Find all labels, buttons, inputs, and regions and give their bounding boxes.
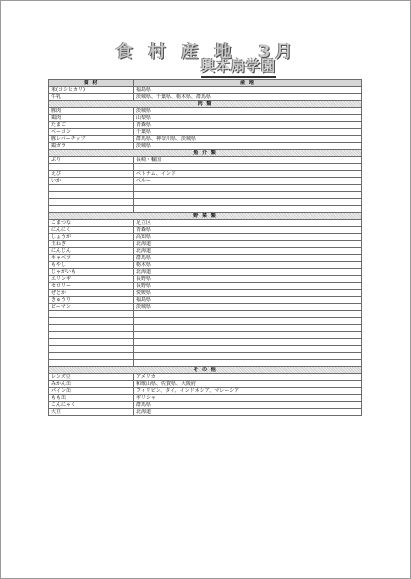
- origin-cell: 群馬県、神奈川県、茨城県: [134, 136, 362, 143]
- empty-row: [49, 332, 362, 339]
- origin-cell: 高知県: [134, 234, 362, 241]
- origin-cell: [134, 353, 362, 360]
- origin-cell: 北海道: [134, 248, 362, 255]
- ingredient-cell: 豚レバーチップ: [49, 136, 134, 143]
- origin-cell: 長野県: [134, 276, 362, 283]
- origin-cell: [134, 325, 362, 332]
- section-header-row: [49, 213, 362, 220]
- origin-cell: アメリカ: [134, 374, 362, 381]
- table-row: [49, 108, 362, 115]
- section-title: 魚 介 類: [49, 150, 362, 157]
- ingredient-cell: パイン缶: [49, 388, 134, 395]
- ingredient-cell: こまつな: [49, 220, 134, 227]
- origin-cell: 千葉県: [134, 129, 362, 136]
- table-row: [49, 115, 362, 122]
- origin-cell: [134, 311, 362, 318]
- origin-cell: 長崎・輸国: [134, 157, 362, 164]
- ingredient-cell: セロリー: [49, 283, 134, 290]
- ingredient-cell: ピーマン: [49, 304, 134, 311]
- ingredient-cell: しょうが: [49, 234, 134, 241]
- table-row: [49, 122, 362, 129]
- empty-row: [49, 339, 362, 346]
- table-row: [49, 164, 362, 171]
- origin-cell: 群馬県: [134, 402, 362, 409]
- ingredient-cell: [49, 346, 134, 353]
- table-row: [49, 94, 362, 101]
- table-row: [49, 227, 362, 234]
- empty-row: [49, 346, 362, 353]
- origin-cell: 茨城県: [134, 108, 362, 115]
- ingredient-cell: エリンギ: [49, 276, 134, 283]
- ingredient-cell: キャベツ: [49, 255, 134, 262]
- ingredient-cell: にんじん: [49, 248, 134, 255]
- table-row: [49, 290, 362, 297]
- origin-cell: 北海道: [134, 409, 362, 416]
- origin-header: 産 地: [134, 80, 362, 87]
- origin-cell: [134, 339, 362, 346]
- ingredient-cell: ベーコン: [49, 129, 134, 136]
- origin-cell: 青森県: [134, 227, 362, 234]
- table-body: [49, 80, 362, 416]
- origin-cell: 長野県: [134, 283, 362, 290]
- origin-cell: 茨城県: [134, 143, 362, 150]
- empty-row: [49, 206, 362, 213]
- ingredient-cell: [49, 185, 134, 192]
- ingredient-cell: [49, 325, 134, 332]
- ingredient-cell: 玉ねぎ: [49, 241, 134, 248]
- ingredient-cell: [49, 339, 134, 346]
- origin-cell: [134, 360, 362, 367]
- origin-cell: 栃木県: [134, 262, 362, 269]
- table-row: [49, 171, 362, 178]
- origin-cell: ギリシャ: [134, 395, 362, 402]
- table-row: [49, 129, 362, 136]
- ingredient-cell: じゃがいも: [49, 269, 134, 276]
- origin-cell: 茨城県、千葉県、栃木県、群馬県: [134, 94, 362, 101]
- table-row: [49, 143, 362, 150]
- ingredient-cell: レンズ豆: [49, 374, 134, 381]
- ingredient-cell: [49, 311, 134, 318]
- ingredient-cell: [49, 206, 134, 213]
- origin-cell: [134, 318, 362, 325]
- section-title: 肉 類: [49, 101, 362, 108]
- table-row: [49, 255, 362, 262]
- ingredient-cell: いか: [49, 178, 134, 185]
- ingredient-cell: [49, 318, 134, 325]
- page-title: 食 村 産 地 3月: [115, 42, 298, 62]
- empty-row: [49, 185, 362, 192]
- ingredient-cell: こんにゃく: [49, 402, 134, 409]
- section-title: 野 菜 類: [49, 213, 362, 220]
- ingredient-cell: [49, 360, 134, 367]
- ingredient-cell: もも缶: [49, 395, 134, 402]
- table-row: [49, 304, 362, 311]
- table-row: [49, 283, 362, 290]
- origin-cell: [134, 185, 362, 192]
- ingredient-cell: 豚肉: [49, 108, 134, 115]
- ingredient-cell: みかん缶: [49, 381, 134, 388]
- table-row: [49, 248, 362, 255]
- origin-cell: [134, 199, 362, 206]
- origin-cell: 和歌山県、佐賀県、大阪府: [134, 381, 362, 388]
- table-row: [49, 87, 362, 94]
- table-row: [49, 178, 362, 185]
- table-row: [49, 157, 362, 164]
- ingredient-cell: えび: [49, 171, 134, 178]
- ingredient-cell: [49, 353, 134, 360]
- section-header-row: [49, 150, 362, 157]
- ingredient-cell: [49, 332, 134, 339]
- empty-row: [49, 192, 362, 199]
- ingredient-cell: ぶり: [49, 157, 134, 164]
- origin-cell: 北海道: [134, 269, 362, 276]
- ingredient-cell: ぜとか: [49, 290, 134, 297]
- table-row: [49, 297, 362, 304]
- origin-cell: [134, 346, 362, 353]
- ingredient-cell: たまご: [49, 122, 134, 129]
- ingredient-cell: にんにく: [49, 227, 134, 234]
- empty-row: [49, 311, 362, 318]
- empty-row: [49, 199, 362, 206]
- empty-row: [49, 353, 362, 360]
- origin-cell: [134, 164, 362, 171]
- ingredient-cell: [49, 199, 134, 206]
- ingredient-cell: もやし: [49, 262, 134, 269]
- empty-row: [49, 318, 362, 325]
- ingredient-cell: 鶏肉: [49, 115, 134, 122]
- origin-cell: 北海道: [134, 241, 362, 248]
- table-row: [49, 374, 362, 381]
- ingredient-cell: きゅうり: [49, 297, 134, 304]
- origin-cell: 青森県: [134, 122, 362, 129]
- origin-cell: 足立区: [134, 220, 362, 227]
- table-header-row: [49, 80, 362, 87]
- table-row: [49, 241, 362, 248]
- table-row: [49, 381, 362, 388]
- origin-cell: 愛媛県: [134, 290, 362, 297]
- table-row: [49, 262, 362, 269]
- origin-cell: ベトナム、インド: [134, 171, 362, 178]
- origin-cell: 群馬県: [134, 255, 362, 262]
- ingredient-cell: [49, 192, 134, 199]
- ingredient-cell: 大豆: [49, 409, 134, 416]
- origin-cell: 福島県: [134, 87, 362, 94]
- table-row: [49, 409, 362, 416]
- ingredient-cell: 米(コシヒカリ): [49, 87, 134, 94]
- origin-cell: [134, 206, 362, 213]
- origin-cell: 茨城県: [134, 304, 362, 311]
- organization-name: 興本扇学園: [201, 59, 276, 78]
- table-row: [49, 388, 362, 395]
- table-row: [49, 402, 362, 409]
- section-header-row: [49, 367, 362, 374]
- origin-cell: ペルー: [134, 178, 362, 185]
- origin-cell: 山梨県: [134, 115, 362, 122]
- empty-row: [49, 360, 362, 367]
- section-title: そ の 他: [49, 367, 362, 374]
- origin-cell: フィリピン、タイ、インドネシア、マレーシア: [134, 388, 362, 395]
- section-header-row: [49, 101, 362, 108]
- table-row: [49, 136, 362, 143]
- origin-cell: 福島県: [134, 297, 362, 304]
- table-row: [49, 269, 362, 276]
- table-row: [49, 220, 362, 227]
- ingredient-cell: [49, 164, 134, 171]
- table-row: [49, 276, 362, 283]
- origin-cell: [134, 332, 362, 339]
- empty-row: [49, 325, 362, 332]
- table-row: [49, 395, 362, 402]
- ingredient-header: 食 材: [49, 80, 134, 87]
- ingredient-cell: 鶏ガラ: [49, 143, 134, 150]
- table-row: [49, 234, 362, 241]
- origin-cell: [134, 192, 362, 199]
- ingredient-cell: 牛乳: [49, 94, 134, 101]
- ingredient-origin-table: [48, 79, 362, 416]
